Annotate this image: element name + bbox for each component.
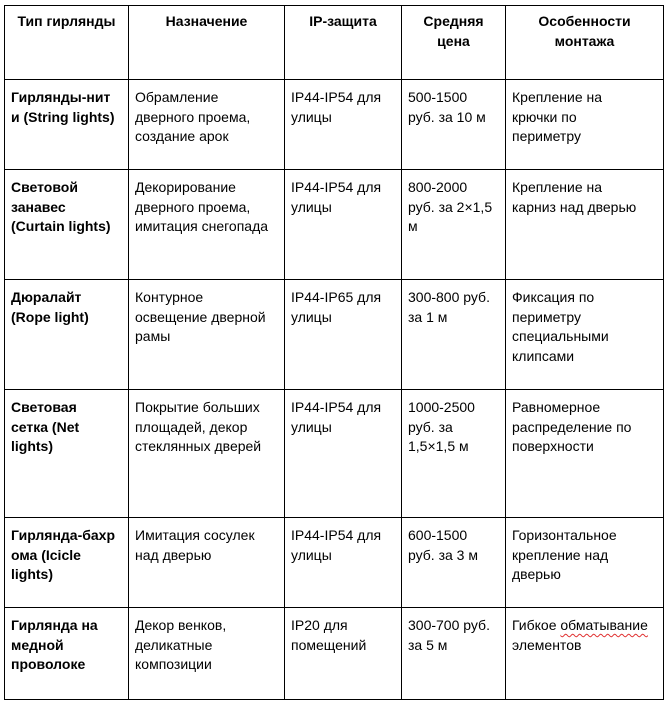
cell-line: улицы	[291, 198, 332, 215]
cell-line: дверью	[512, 566, 561, 582]
cell-line: (Curtain lights)	[11, 218, 111, 234]
cell-type	[5, 518, 129, 608]
cell-mount	[506, 170, 664, 280]
cell-line: за 5 м	[408, 636, 448, 653]
garland-comparison-table	[4, 5, 664, 700]
table-row	[5, 390, 664, 518]
cell-purpose	[129, 518, 285, 608]
cell-line: IP44-IP54 для	[291, 527, 382, 543]
cell-line: занавес	[11, 198, 66, 215]
cell-purpose	[129, 608, 285, 700]
table-row	[5, 280, 664, 390]
spellcheck-flagged-word: обматывание	[560, 617, 648, 633]
cell-line: карниз над дверью	[512, 198, 637, 215]
cell-price	[402, 390, 506, 518]
cell-line: ома (Icicle	[11, 546, 81, 563]
cell-line: композиции	[135, 656, 212, 672]
cell-line: IP44-IP54 для	[291, 399, 382, 415]
cell-line: Световая	[11, 399, 77, 415]
cell-line: Дюралайт	[11, 289, 82, 305]
cell-type	[5, 280, 129, 390]
cell-line: Крепление на	[512, 179, 603, 195]
cell-line: 1000-2500	[408, 399, 475, 415]
cell-line: и (String lights)	[11, 108, 115, 125]
cell-line: 300-800 руб.	[408, 289, 490, 305]
cell-line: создание арок	[135, 128, 229, 144]
cell-line: руб. за 2×1,5	[408, 198, 493, 215]
header-mount-line: монтажа	[554, 32, 615, 49]
header-mount	[506, 6, 664, 80]
cell-line: Гирлянда-бахр	[11, 527, 116, 543]
cell-line: улицы	[291, 418, 332, 435]
cell-type	[5, 390, 129, 518]
cell-purpose	[129, 390, 285, 518]
cell-price	[402, 80, 506, 170]
cell-line: Гирлянды-нит	[11, 89, 111, 105]
cell-line: площадей, декор	[135, 418, 248, 435]
cell-purpose	[129, 280, 285, 390]
cell-line: Гибкое	[512, 617, 561, 633]
cell-line: lights)	[11, 438, 53, 454]
table-header-row	[5, 6, 664, 80]
cell-line: дверного проема,	[135, 198, 251, 215]
cell-line: Фиксация по	[512, 289, 595, 305]
cell-line: Покрытие больших	[135, 399, 260, 415]
cell-line: над дверью	[135, 546, 212, 563]
cell-line: элементов	[512, 636, 582, 653]
cell-line: Декор венков,	[135, 617, 227, 633]
cell-purpose	[129, 80, 285, 170]
cell-price	[402, 280, 506, 390]
header-mount-line: Особенности	[538, 13, 631, 29]
cell-line: руб. за	[408, 418, 453, 435]
header-ip: IP-защита	[285, 6, 402, 80]
cell-line: улицы	[291, 108, 332, 125]
cell-line: IP20 для	[291, 617, 348, 633]
cell-mount	[506, 390, 664, 518]
cell-line: распределение по	[512, 418, 632, 435]
cell-line: (Rope light)	[11, 308, 89, 325]
header-type: Тип гирлянды	[5, 6, 129, 80]
cell-line: 300-700 руб.	[408, 617, 490, 633]
cell-line: дверного проема,	[135, 108, 251, 125]
cell-price	[402, 608, 506, 700]
cell-line: поверхности	[512, 438, 594, 454]
cell-mount	[506, 80, 664, 170]
cell-line: периметру	[512, 128, 581, 144]
cell-mount	[506, 280, 664, 390]
cell-line: 800-2000	[408, 179, 468, 195]
cell-line: специальными	[512, 328, 609, 344]
cell-price	[402, 170, 506, 280]
cell-line: Декорирование	[135, 179, 236, 195]
cell-mount	[506, 518, 664, 608]
cell-line: улицы	[291, 308, 332, 325]
cell-line: Горизонтальное	[512, 527, 617, 543]
cell-line: клипсами	[512, 347, 575, 364]
table-row	[5, 170, 664, 280]
cell-line: рамы	[135, 328, 171, 344]
cell-line: проволоке	[11, 656, 86, 672]
cell-ip	[285, 518, 402, 608]
cell-price	[402, 518, 506, 608]
cell-line: руб. за 10 м	[408, 108, 486, 125]
header-price-line: цена	[437, 32, 470, 49]
cell-line: помещений	[291, 636, 367, 653]
cell-ip	[285, 280, 402, 390]
cell-line: крючки по	[512, 108, 577, 125]
cell-line: руб. за 3 м	[408, 546, 478, 563]
header-price	[402, 6, 506, 80]
cell-line: стеклянных дверей	[135, 438, 262, 454]
cell-line: медной	[11, 636, 64, 653]
cell-line: сетка (Net	[11, 418, 80, 435]
cell-line: м	[408, 218, 418, 234]
cell-type	[5, 170, 129, 280]
cell-line: за 1 м	[408, 308, 448, 325]
cell-ip	[285, 390, 402, 518]
cell-line: улицы	[291, 546, 332, 563]
cell-line: периметру	[512, 308, 581, 325]
cell-ip	[285, 608, 402, 700]
cell-line: 1,5×1,5 м	[408, 438, 469, 454]
table-row	[5, 518, 664, 608]
header-purpose: Назначение	[129, 6, 285, 80]
cell-line: крепление над	[512, 546, 609, 563]
cell-line: IP44-IP54 для	[291, 179, 382, 195]
cell-line: lights)	[11, 566, 53, 582]
cell-purpose	[129, 170, 285, 280]
cell-line: IP44-IP54 для	[291, 89, 382, 105]
cell-line: Гирлянда на	[11, 617, 98, 633]
cell-line: IP44-IP65 для	[291, 289, 382, 305]
cell-type	[5, 80, 129, 170]
cell-ip	[285, 80, 402, 170]
table-row	[5, 608, 664, 700]
cell-line: Крепление на	[512, 89, 603, 105]
cell-ip	[285, 170, 402, 280]
cell-line: деликатные	[135, 636, 213, 653]
cell-line: Имитация сосулек	[135, 527, 255, 543]
cell-line: Контурное	[135, 289, 204, 305]
cell-type	[5, 608, 129, 700]
cell-line: 500-1500	[408, 89, 468, 105]
cell-line: 600-1500	[408, 527, 468, 543]
cell-line: освещение дверной	[135, 308, 266, 325]
cell-line: Световой	[11, 179, 78, 195]
table-row	[5, 80, 664, 170]
cell-mount	[506, 608, 664, 700]
cell-line: Обрамление	[135, 89, 219, 105]
cell-line: Равномерное	[512, 399, 601, 415]
cell-line: имитация снегопада	[135, 218, 269, 234]
header-price-line: Средняя	[423, 13, 484, 29]
